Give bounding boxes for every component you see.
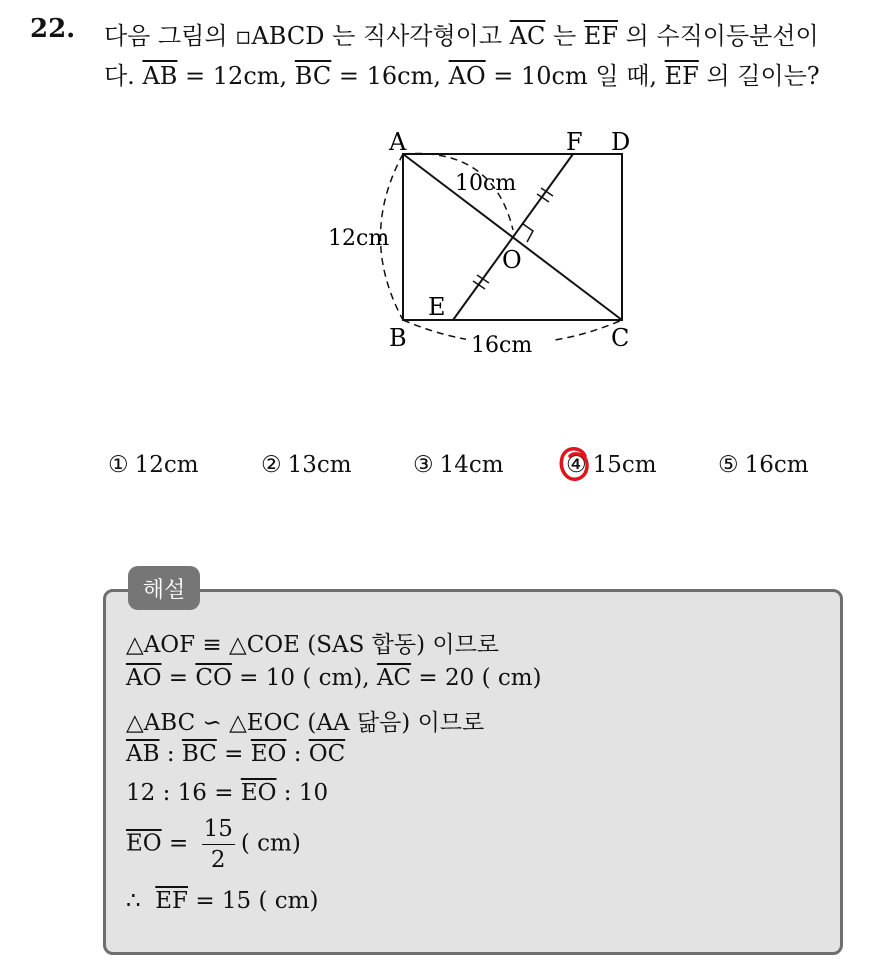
solution-text: =: [216, 741, 251, 767]
segment-label: $\overline{AO}$: [126, 665, 162, 691]
solution-text: △ABC ∽ △EOC (AA 닮음) 이므로: [126, 710, 485, 736]
choice-3[interactable]: [413, 452, 504, 478]
segment-label: $\overline{EF}$: [664, 62, 699, 90]
choice-5-number: ⑤: [718, 452, 739, 478]
label-ao-length: 10cm: [455, 171, 517, 196]
solution-line-4: [126, 741, 345, 767]
tick-mark: [473, 281, 485, 289]
question-text: 다.: [104, 62, 143, 90]
segment-label: $\overline{EO}$: [240, 780, 277, 806]
label-b: B: [389, 324, 407, 352]
choice-4-text: 15cm: [592, 452, 657, 478]
solution-text: = 10 ( cm),: [231, 665, 377, 691]
solution-tag: 해설: [128, 566, 200, 610]
choice-1-text: 12cm: [134, 452, 199, 478]
solution-text: = 20 ( cm): [411, 665, 542, 691]
segment-label: $\overline{AB}$: [126, 741, 160, 767]
solution-text: : 10: [276, 780, 329, 806]
question-text: 의 수직이등분선이: [617, 22, 819, 50]
solution-line-3: [126, 704, 484, 737]
label-e: E: [428, 293, 446, 321]
solution-text: :: [286, 741, 309, 767]
fraction-numerator: 15: [202, 814, 235, 845]
choice-4-number: ④: [566, 452, 587, 478]
rectangle-diagram: [318, 122, 658, 368]
fraction-unit: ( cm): [240, 830, 301, 857]
choice-1[interactable]: [108, 452, 199, 478]
segment-label: $\overline{EO}$: [250, 741, 287, 767]
solution-text: 12 : 16 =: [126, 780, 241, 806]
solution-line-5: [126, 780, 328, 806]
question-text: = 12cm,: [177, 62, 295, 90]
segment-label: $\overline{EF}$: [583, 22, 618, 50]
solution-line-7: [126, 888, 318, 914]
label-ab-length: 12cm: [328, 226, 390, 251]
question-line-2: [104, 56, 820, 91]
segment-label: $\overline{AC}$: [509, 22, 546, 50]
label-bc-length: 16cm: [471, 333, 533, 358]
segment-ef-label: $\overline{EF}$: [155, 888, 189, 914]
equals-sign: =: [161, 830, 196, 857]
therefore-symbol: ∴: [126, 888, 141, 914]
segment-label: $\overline{BC}$: [181, 741, 217, 767]
solution-text: :: [159, 741, 182, 767]
choice-3-text: 14cm: [439, 452, 504, 478]
choice-4[interactable]: [566, 452, 657, 478]
solution-line-2: [126, 665, 542, 691]
question-text: 다음 그림의 ▫ABCD 는 직사각형이고: [104, 22, 510, 50]
segment-label: $\overline{AB}$: [142, 62, 178, 90]
question-text: = 16cm,: [331, 62, 449, 90]
solution-text: △AOF ≡ △COE (SAS 합동) 이므로: [126, 632, 500, 658]
solution-line-6: [126, 814, 301, 875]
segment-label: $\overline{OC}$: [308, 741, 346, 767]
question-text: 의 길이는?: [698, 62, 820, 90]
question-number: 22.: [30, 14, 76, 44]
choice-1-number: ①: [108, 452, 129, 478]
tick-mark: [477, 275, 489, 283]
solution-text: =: [161, 665, 196, 691]
label-d: D: [611, 128, 631, 156]
choice-2[interactable]: [261, 452, 352, 478]
label-f: F: [566, 128, 583, 156]
fraction-denominator: 2: [210, 847, 226, 873]
label-a: A: [389, 128, 407, 156]
question-text: 는: [545, 22, 584, 50]
segment-label: $\overline{CO}$: [195, 665, 232, 691]
choice-3-number: ③: [413, 452, 434, 478]
fraction: [202, 814, 235, 875]
question-text: = 10cm 일 때,: [485, 62, 665, 90]
label-c: C: [611, 324, 630, 352]
right-angle-mark: [523, 224, 533, 242]
label-o: O: [502, 246, 522, 274]
question-line-1: [104, 16, 819, 51]
ef-value: = 15 ( cm): [188, 888, 319, 914]
segment-eo: $\overline{EO}$: [126, 830, 162, 857]
choice-2-number: ②: [261, 452, 282, 478]
segment-label: $\overline{AO}$: [448, 62, 486, 90]
choice-2-text: 13cm: [287, 452, 352, 478]
answer-choices: [108, 452, 828, 488]
choice-5[interactable]: [718, 452, 809, 478]
segment-label: $\overline{AC}$: [376, 665, 412, 691]
red-circle-mark: [557, 444, 591, 484]
segment-label: $\overline{BC}$: [294, 62, 332, 90]
choice-5-text: 16cm: [744, 452, 809, 478]
solution-line-1: [126, 626, 499, 659]
